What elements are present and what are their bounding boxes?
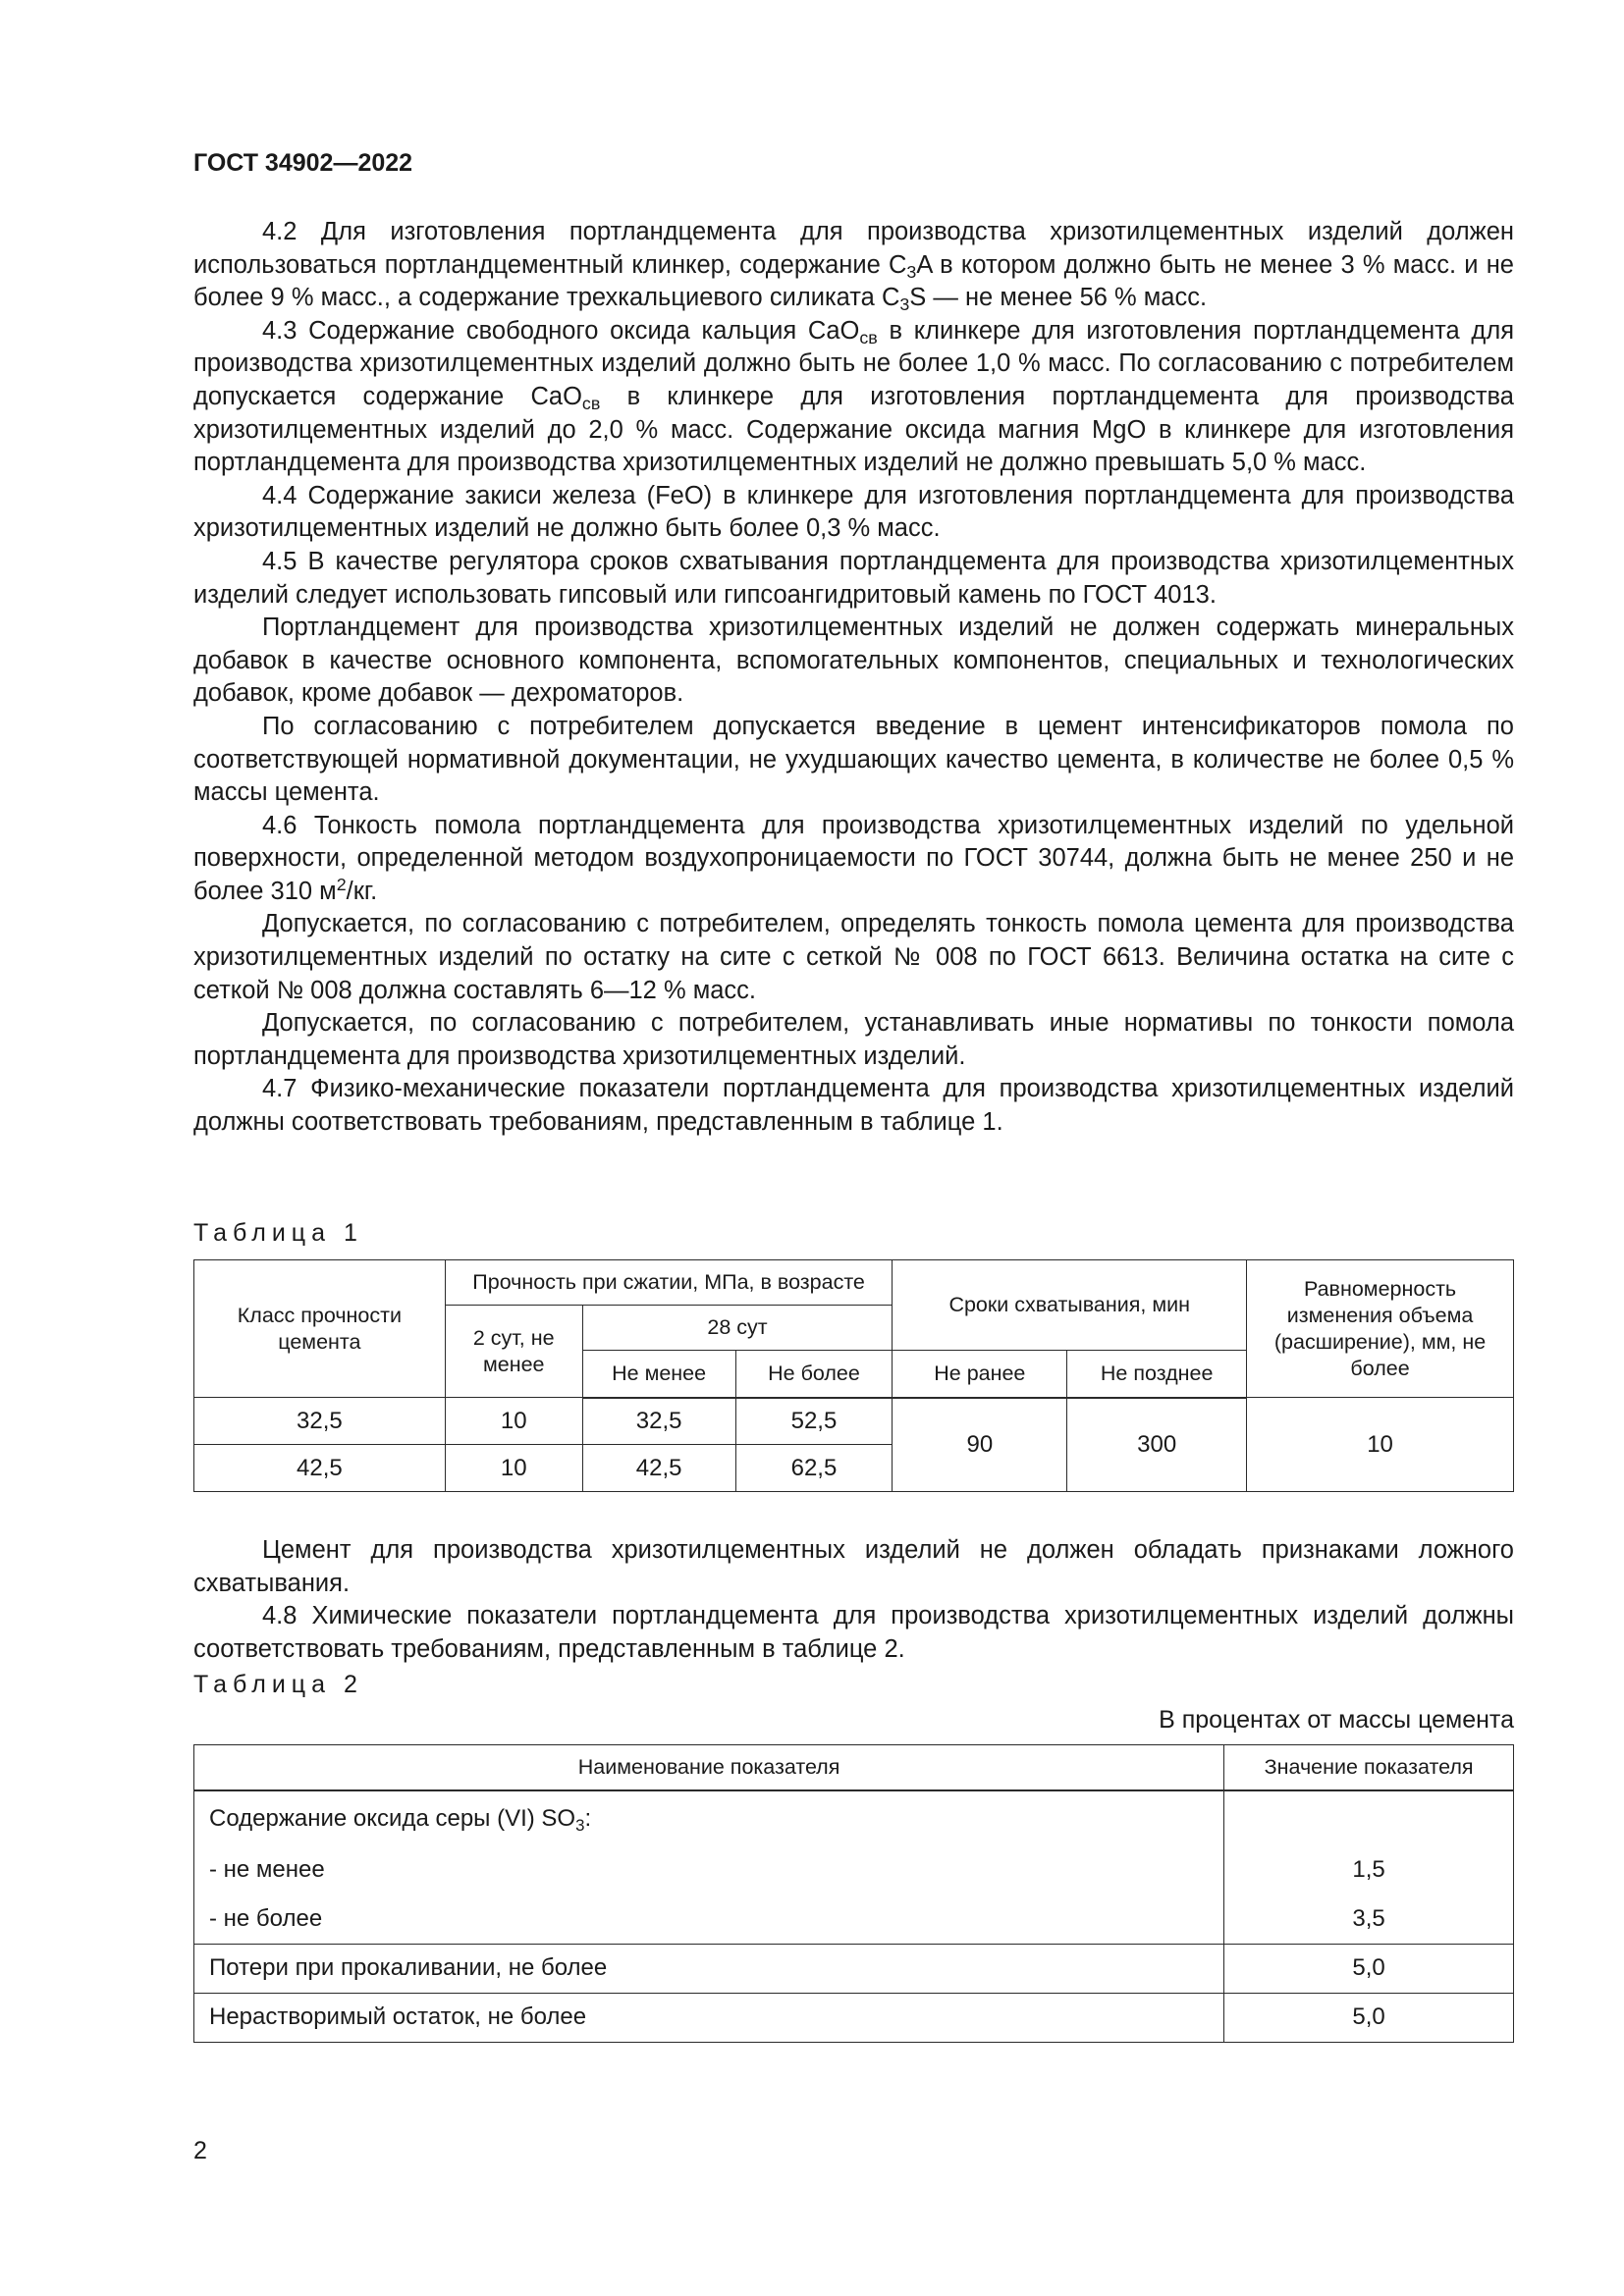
t1-cell-min: 32,5 [582,1398,735,1445]
t2-cell-name: - не менее [194,1845,1224,1895]
table1 [193,1259,1514,1492]
t1-header-not-earlier: Не ранее [893,1351,1067,1398]
paragraph-text: в клинкере для изготовления портландцемента для производства хризотилцементных изделий до 2,0 % масс. Содержание оксида магния MgO в клинкере для изготовления портландцемента для производства хризотилцементных изделий не должно превышать 5,0 % масс. [193,382,1514,477]
t1-header-min: Не менее [582,1351,735,1398]
t1-cell-uniformity: 10 [1247,1398,1514,1492]
t1-header-28days: 28 сут [582,1306,893,1351]
paragraph-text: Допускается, по согласованию с потребителем, определять тонкость помола цемента для производства хризотилцементных изделий по остатку на сите с сеткой № 008 по ГОСТ 6613. Величина остатка на сите с сеткой № 008 должна составлять 6—12 % масс. [193,910,1514,1004]
paragraph-text: Цемент для производства хризотилцементных изделий не должен обладать признаками ложного схватывания. [193,1536,1514,1597]
paragraph-text: 4.4 Содержание закиси железа (FeO) в клинкере для изготовления портландцемента для производства хризотилцементных изделий не должно быть более 0,3 % масс. [193,481,1514,543]
paragraph-text: S — не менее 56 % масс. [909,284,1208,312]
paragraph [193,1007,1514,1073]
paragraph [193,810,1514,909]
t1-header-2days: 2 сут, не менее [445,1306,582,1398]
table-row [194,1895,1514,1944]
t1-cell-2days: 10 [445,1398,582,1445]
so3-label-suffix: : [584,1804,592,1832]
paragraph [193,1534,1514,1600]
t2-cell-so3-label [194,1790,1224,1845]
t1-cell-max: 52,5 [735,1398,893,1445]
paragraph [193,216,1514,315]
t1-cell-min: 42,5 [582,1445,735,1492]
t1-header-max: Не более [735,1351,893,1398]
paragraph-text: 4.8 Химические показатели портландцемента для производства хризотилцементных изделий должны соответствовать требованиям, представленным в таблице 2. [193,1602,1514,1663]
superscript: 2 [336,874,347,894]
subscript: св [859,327,878,347]
paragraph [193,546,1514,612]
t1-header-class: Класс прочности цемента [194,1260,446,1398]
so3-label-prefix: Содержание оксида серы (VI) SO [209,1804,576,1832]
body-text-section-b [193,1534,1514,1666]
table-row [194,1845,1514,1895]
paragraph-text: в клинкере для изготовления портландцемента для производства хризотилцементных изделий должно быть не более 1,0 % масс. По согласованию с потребителем допускается содержание CaO [193,316,1515,410]
paragraph [193,711,1514,810]
t2-cell-empty [1224,1790,1514,1845]
t1-header-not-later: Не позднее [1067,1351,1247,1398]
paragraph [193,612,1514,711]
paragraph [193,908,1514,1007]
paragraph-text: 4.2 Для изготовления портландцемента для производства хризотилцементных изделий должен использоваться портландцементный клинкер, содержание C [193,218,1514,279]
t1-cell-max: 62,5 [735,1445,893,1492]
table2 [193,1744,1514,2043]
t1-header-setting: Сроки схватывания, мин [893,1260,1247,1351]
paragraph-text: 4.6 Тонкость помола портландцемента для производства хризотилцементных изделий по удельной поверхности, определенной методом воздухопроницаемости по ГОСТ 30744, должна быть не менее 250 и не более 310 м [193,811,1514,905]
table1-caption: Таблица 1 [193,1219,363,1247]
paragraph-text: /кг. [346,877,378,905]
table-row [194,1790,1514,1845]
paragraph [193,1073,1514,1139]
t1-cell-set-end: 300 [1067,1398,1247,1492]
paragraph-text: 4.5 В качестве регулятора сроков схватывания портландцемента для производства хризотилцементных изделий следует использовать гипсовый или гипсоангидритовый камень по ГОСТ 4013. [193,547,1514,609]
table2-unit-note: В процентах от массы цемента [1159,1706,1514,1734]
t2-cell-value: 1,5 [1224,1845,1514,1895]
t2-cell-name: Потери при прокаливании, не более [194,1944,1224,1993]
subscript: 3 [899,294,910,315]
body-text-section-a [193,216,1514,1140]
table-row [194,1398,1514,1445]
standard-header: ГОСТ 34902—2022 [193,149,413,177]
t2-cell-value: 5,0 [1224,1993,1514,2042]
paragraph-text: Допускается, по согласованию с потребителем, устанавливать иные нормативы по тонкости помола портландцемента для производства хризотилцементных изделий. [193,1009,1514,1070]
paragraph-text: Портландцемент для производства хризотилцементных изделий не должен содержать минеральных добавок в качестве основного компонента, вспомогательных компонентов, специальных и технологических добавок, кроме добавок — дехроматоров. [193,614,1514,708]
t1-cell-2days: 10 [445,1445,582,1492]
t2-header-value: Значение показателя [1224,1745,1514,1791]
subscript: 3 [906,261,917,282]
table-row [194,1993,1514,2042]
t1-cell-set-start: 90 [893,1398,1067,1492]
table2-caption: Таблица 2 [193,1671,363,1698]
t1-header-strength: Прочность при сжатии, МПа, в возрасте [445,1260,893,1306]
page-number: 2 [193,2137,207,2164]
table-row [194,1944,1514,1993]
t1-cell-class: 32,5 [194,1398,446,1445]
paragraph-text: A в котором должно быть не менее 3 % масс. и не более 9 % масс., а содержание трехкальциевого силиката C [193,250,1514,312]
paragraph [193,1600,1514,1666]
paragraph-text: 4.7 Физико-механические показатели портландцемента для производства хризотилцементных изделий должны соответствовать требованиям, представленным в таблице 1. [193,1075,1514,1137]
paragraph [193,315,1514,480]
t2-header-name: Наименование показателя [194,1745,1224,1791]
paragraph-text: По согласованию с потребителем допускается введение в цемент интенсификаторов помола по соответствующей нормативной документации, не ухудшающих качество цемента, в количестве не более 0,5 % массы цемента. [193,712,1514,807]
paragraph [193,480,1514,546]
t2-cell-value: 3,5 [1224,1895,1514,1944]
t2-cell-value: 5,0 [1224,1944,1514,1993]
t2-cell-name: - не более [194,1895,1224,1944]
t1-cell-class: 42,5 [194,1445,446,1492]
t1-header-uniformity: Равномерность изменения объема (расширение), мм, не более [1247,1260,1514,1398]
t2-cell-name: Нерастворимый остаток, не более [194,1993,1224,2042]
subscript: св [581,393,601,413]
so3-subscript: 3 [575,1815,585,1835]
paragraph-text: 4.3 Содержание свободного оксида кальция CaO [262,316,860,345]
